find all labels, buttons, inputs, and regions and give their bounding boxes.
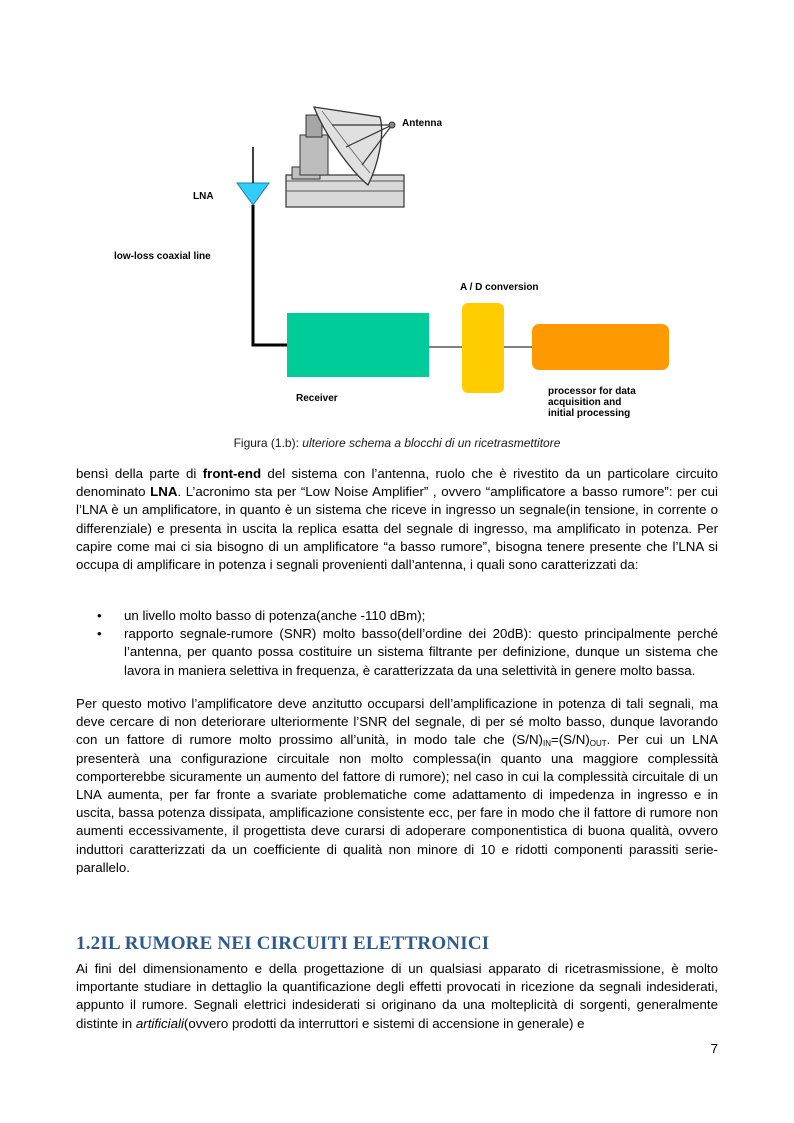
block-diagram-figure (100, 95, 700, 425)
paragraph-1 (76, 465, 718, 574)
paragraph-3 (76, 960, 718, 1033)
p1-text-3: . L’acronimo sta per “Low Noise Amplifier” , ovvero “amplificatore a basso rumore”: per cui l’LNA è un amplificatore, in quanto è un sistema che riceve in ingresso un segnale(in tensione, in corrente o differenziale) e presenta in uscita la replica esatta del segnale di ingresso, ma amplificato in potenza. Per capire come mai ci sia bisogno di un amplificatore “a basso rumore”, bisogna tenere presente che l’LNA si occupa di amplificare in potenza i segnali provenienti dall’antenna, i quali sono caratterizzati da: (76, 484, 718, 573)
block-diagram-svg (100, 95, 700, 425)
caption-text: ulteriore schema a blocchi di un ricetrasmettitore (302, 436, 561, 450)
bullet-icon: • (97, 626, 102, 642)
caption-prefix: Figura (1.b): (233, 436, 303, 450)
bullet-text: rapporto segnale-rumore (SNR) molto basso(dell’ordine dei 20dB): questo principalmente perché l’antenna, per quanto possa costituire un sistema filtrante per definizione, dunque un sistema che lavora in maniera selettiva in frequenza, è caratterizzata da una selettività in genere molto bassa. (124, 626, 718, 678)
bullet-list (97, 607, 718, 680)
snr-out-subscript: OUT (589, 739, 607, 749)
bullet-icon: • (97, 608, 102, 623)
processor-label-3: initial processing (548, 408, 631, 419)
p3-text-2: (ovvero prodotti da interruttori e sistemi di accensione in generale) e (183, 1015, 585, 1031)
lna-triangle-icon (237, 183, 269, 205)
p1-text-1: bensì della parte di (76, 466, 203, 481)
p2-text-1: Per questo motivo l’amplificatore deve anzitutto occuparsi dell’amplificazione in potenza di tali segnali, ma deve cercare di non deteriorare ulteriormente l’SNR del segnale, di per sé molto basso, dunque lavorando con un fattore di rumore molto prossimo all’unità, in modo tale che (76, 696, 718, 748)
p3-italic-artificiali: artificiali (135, 1015, 184, 1031)
p1-bold-front-end: front-end (202, 466, 262, 481)
adc-label: A / D conversion (460, 282, 539, 293)
p2-text-2: . Per cui un LNA presenterà una configurazione circuitale non molto complessa(in quanto una maggiore complessità comporterebbe sicuramente un aumento del fattore di rumore); nel caso in cui la complessità circuitale di un LNA aumenta, per far fronte a svariate problematiche come adattamento di impedenza in ingresso e in uscita, bassa potenza dissipata, amplificazione consistente ecc, per fare in modo che il fattore di rumore non aumenti eccessivamente, il progettista deve curarsi di adoperare componentistica di buona qualità, ovvero induttori caratterizzati da un coefficiente di qualità non minore di 10 e ridotti componenti parassiti serie-parallelo. (76, 732, 718, 875)
bullet-text: un livello molto basso di potenza(anche -110 dBm); (124, 608, 426, 623)
snr-out: (S/N) (558, 732, 590, 748)
p3-text-1: Ai fini del dimensionamento e della progettazione di un qualsiasi apparato di ricetrasmissione, è molto importante studiare in dettaglio la quantificazione degli effetti provocati in ricezione da segnali indesiderati, appunto il rumore. Segnali elettrici indesiderati si originano da una molteplicità di sorgenti, generalmente distinte in (76, 961, 718, 1031)
page-number: 7 (710, 1041, 718, 1056)
list-item (97, 625, 718, 680)
receiver-label: Receiver (296, 393, 338, 404)
coaxial-line (253, 205, 287, 345)
adc-block (462, 303, 504, 393)
processor-block (532, 324, 669, 370)
receiver-block (287, 313, 429, 377)
antenna-illustration (286, 107, 404, 207)
coax-label: low-loss coaxial line (114, 251, 211, 262)
p1-text-2: del sistema con l’antenna, ruolo che è rivestito da un particolare circuito denominato (76, 466, 718, 500)
equals-sign: = (550, 732, 559, 748)
snr-in-subscript: IN (542, 739, 551, 749)
figure-caption (0, 436, 794, 450)
antenna-label: Antenna (402, 118, 442, 129)
p1-bold-lna: LNA (150, 484, 178, 500)
processor-label-1: processor for data (548, 386, 636, 397)
list-item (97, 607, 718, 625)
lna-label: LNA (193, 191, 214, 202)
section-heading: 1.2IL RUMORE NEI CIRCUITI ELETTRONICI (76, 933, 490, 954)
processor-label-2: acquisition and (548, 397, 622, 408)
snr-in: (S/N) (511, 732, 543, 748)
paragraph-2 (76, 695, 718, 877)
